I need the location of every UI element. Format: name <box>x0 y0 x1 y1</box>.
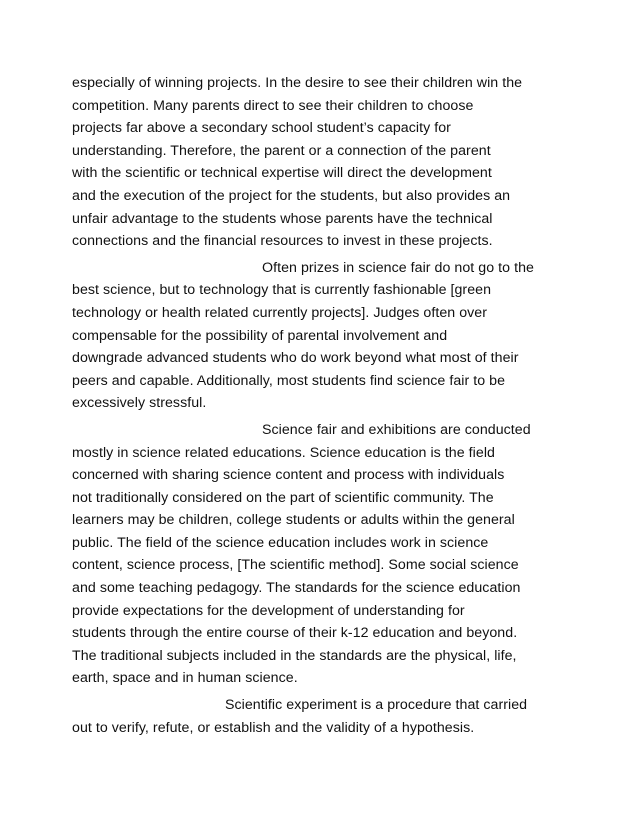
text-line: excessively stressful. <box>72 395 207 412</box>
text-line: especially of winning projects. In the desire to see their children win the <box>72 75 523 91</box>
text-line: unfair advantage to the students whose parents have the technical <box>72 210 493 227</box>
text-line: Often prizes in science fair do not go to the <box>262 259 534 276</box>
text-line: concerned with sharing science content and process with individuals <box>72 467 505 484</box>
text-line: Scientific experiment is a procedure that carried <box>225 697 528 714</box>
paragraph <box>72 419 572 690</box>
document-page <box>72 72 572 739</box>
text-line: best science, but to technology that is currently fashionable [green <box>72 282 492 299</box>
text-line: understanding. Therefore, the parent or a connection of the parent <box>72 142 491 159</box>
text-line: not traditionally considered on the part of scientific community. The <box>72 489 494 506</box>
text-line: downgrade advanced students who do work beyond what most of their <box>72 350 519 367</box>
text-line: provide expectations for the development of understanding for <box>72 602 465 619</box>
text-line: mostly in science related educations. Science education is the field <box>72 444 495 461</box>
document-body <box>72 72 572 739</box>
text-line: technology or health related currently projects]. Judges often over <box>72 304 488 321</box>
text-line: compensable for the possibility of parental involvement and <box>72 327 448 344</box>
text-line: students through the entire course of their k-12 education and beyond. <box>72 625 518 642</box>
paragraph <box>72 72 572 253</box>
text-line: earth, space and in human science. <box>72 670 298 687</box>
text-line: and some teaching pedagogy. The standards for the science education <box>72 580 521 597</box>
text-line: out to verify, refute, or establish and the validity of a hypothesis. <box>72 719 475 736</box>
text-line: The traditional subjects included in the standards are the physical, life, <box>72 647 517 664</box>
text-line: peers and capable. Additionally, most students find science fair to be <box>72 372 506 389</box>
text-line: learners may be children, college students or adults within the general <box>72 512 515 529</box>
text-line: competition. Many parents direct to see their children to choose <box>72 97 474 114</box>
text-line: projects far above a secondary school student’s capacity for <box>72 120 451 137</box>
text-line: content, science process, [The scientific method]. Some social science <box>72 557 519 574</box>
text-line: and the execution of the project for the students, but also provides an <box>72 187 511 204</box>
text-line: connections and the financial resources to invest in these projects. <box>72 233 493 250</box>
text-line: Science fair and exhibitions are conducted <box>262 421 531 438</box>
paragraph <box>72 694 572 739</box>
text-line: public. The field of the science education includes work in science <box>72 534 489 551</box>
text-line: with the scientific or technical expertise will direct the development <box>72 165 492 182</box>
paragraph <box>72 257 572 415</box>
